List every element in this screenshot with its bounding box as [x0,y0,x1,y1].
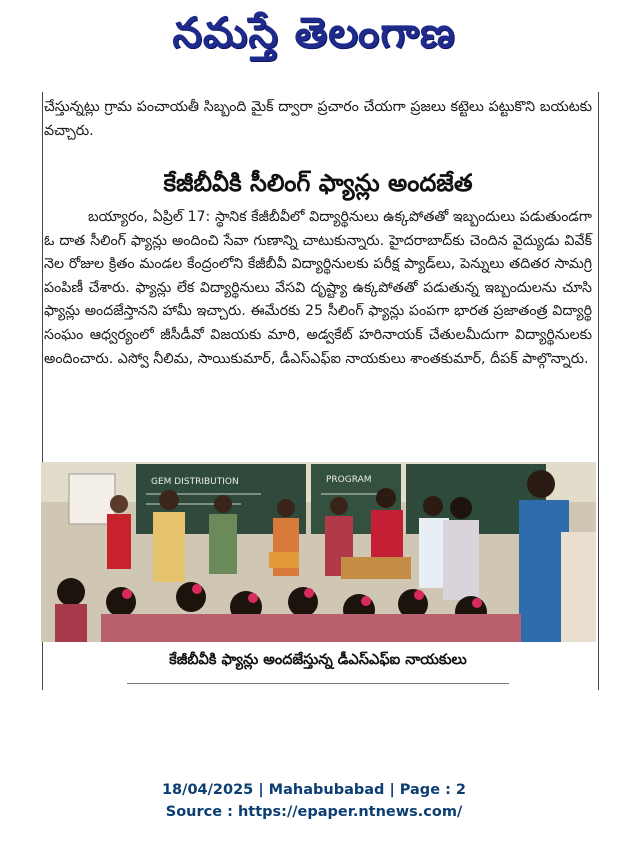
board-text-2: PROGRAM [326,475,372,485]
article-body: బయ్యారం, ఏప్రిల్ 17: స్థానిక కేజీబీవీలో విద్యార్థినులు ఉక్కపోతతో ఇబ్బందులు పడుతుండగా ఓ దాత సీలింగ్ ఫ్యాన్లు అందించి సేవా గుణాన్ని చాటుకున్నారు. హైదరాబాద్‌కు చెందిన వైద్యుడు వివేక్ నెల రోజుల క్రితం మండల కేంద్రంలోని కేజీబీవీ విద్యార్థినులకు పరీక్ష ప్యాడ్‌లు, పెన్నులు తదితర సామగ్రి పంపిణీ చేశారు. ఫ్యాన్లు లేక విద్యార్థినులు వేసవి దృష్ట్యా ఉక్కపోతతో పడుతున్న ఇబ్బందులను చూసి ఫ్యాన్లు అందజేస్తానని హామీ ఇచ్చారు. ఈమేరకు 25 సీలింగ్ ఫ్యాన్లు పంపగా భారత ప్రజాతంత్ర విద్యార్థి సంఘం ఆధ్వర్యంలో జీసీడీవో విజయకు మారి, అడ్వకేట్ హరినాయక్ చేతులమీదుగా విద్యార్థినులకు అందించారు. ఎస్వో నీలిమ, సాయికుమార్, డీఎస్ఎఫ్ఐ నాయకులు శాంతకుమార్, దీపక్ పాల్గొన్నారు. [44,209,592,367]
caption-divider [127,683,509,684]
board-text-1: GEM DISTRIBUTION [151,477,239,487]
clip-border-right [598,92,599,690]
lead-paragraph: చేస్తున్నట్లు గ్రామ పంచాయతీ సిబ్బంది మైక్ ద్వారా ప్రచారం చేయగా ప్రజలు కట్టెలు పట్టుకొని బయటకు వచ్చారు. [44,99,592,139]
footer-date-line: 18/04/2025 | Mahabubabad | Page : 2 [161,782,467,798]
news-photo-illustration [41,462,596,642]
photo-caption: కేజీబీవీకి ఫ్యాన్లు అందజేస్తున్న డీఎస్ఎఫ్ఐ నాయకులు [169,652,467,668]
newspaper-masthead [0,0,628,80]
footer-source-line[interactable]: Source : https://epaper.ntnews.com/ [165,804,463,820]
news-photo [41,462,596,642]
masthead-title: నమస్తే తెలంగాణ [172,8,456,57]
article-headline: కేజీబీవీకి సీలింగ్ ఫ్యాన్లు అందజేత [163,169,473,197]
